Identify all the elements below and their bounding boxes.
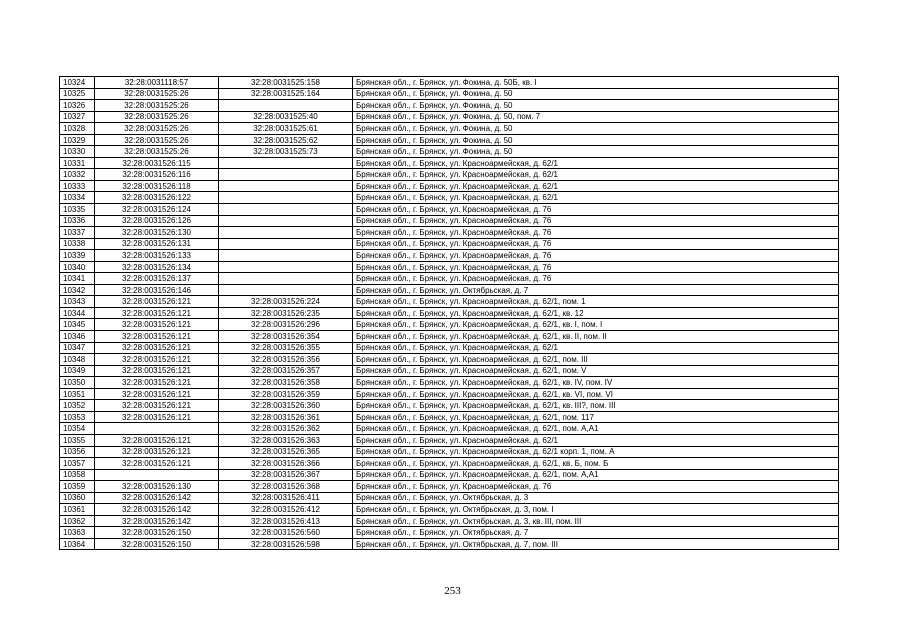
address-cell: Брянская обл., г. Брянск, ул. Фокина, д. 50 bbox=[353, 100, 839, 112]
address-cell: Брянская обл., г. Брянск, ул. Октябрьская, д. 7 bbox=[353, 284, 839, 296]
parcel-number-cell: 32:28:0031526:121 bbox=[95, 446, 219, 458]
table-row bbox=[60, 515, 839, 527]
row-number-cell: 10328 bbox=[60, 123, 95, 135]
parcel-number-cell bbox=[95, 423, 219, 435]
address-cell: Брянская обл., г. Брянск, ул. Красноармейская, д. 76 bbox=[353, 227, 839, 239]
object-number-cell: 32:28:0031526:360 bbox=[219, 400, 353, 412]
parcel-number-cell: 32:28:0031525:26 bbox=[95, 146, 219, 158]
row-number-cell: 10354 bbox=[60, 423, 95, 435]
address-cell: Брянская обл., г. Брянск, ул. Фокина, д. 50, пом. 7 bbox=[353, 111, 839, 123]
row-number-cell: 10355 bbox=[60, 434, 95, 446]
table-row bbox=[60, 527, 839, 539]
table-row bbox=[60, 504, 839, 516]
parcel-number-cell: 32:28:0031526:118 bbox=[95, 180, 219, 192]
address-cell: Брянская обл., г. Брянск, ул. Красноармейская, д. 62/1 bbox=[353, 342, 839, 354]
object-number-cell: 32:28:0031526:367 bbox=[219, 469, 353, 481]
object-number-cell bbox=[219, 157, 353, 169]
table-row bbox=[60, 319, 839, 331]
table-row bbox=[60, 342, 839, 354]
parcel-number-cell: 32:28:0031526:134 bbox=[95, 261, 219, 273]
object-number-cell: 32:28:0031526:354 bbox=[219, 331, 353, 343]
address-cell: Брянская обл., г. Брянск, ул. Красноармейская, д. 76 bbox=[353, 481, 839, 493]
address-cell: Брянская обл., г. Брянск, ул. Красноармейская, д. 76 bbox=[353, 215, 839, 227]
table-row bbox=[60, 481, 839, 493]
parcel-number-cell: 32:28:0031526:121 bbox=[95, 400, 219, 412]
address-cell: Брянская обл., г. Брянск, ул. Красноармейская, д. 62/1, пом. А,А1 bbox=[353, 469, 839, 481]
address-cell: Брянская обл., г. Брянск, ул. Октябрьская, д. 3, пом. I bbox=[353, 504, 839, 516]
table-row bbox=[60, 215, 839, 227]
address-cell: Брянская обл., г. Брянск, ул. Красноармейская, д. 76 bbox=[353, 250, 839, 262]
address-cell: Брянская обл., г. Брянск, ул. Красноармейская, д. 62/1, пом. 1 bbox=[353, 296, 839, 308]
row-number-cell: 10339 bbox=[60, 250, 95, 262]
address-cell: Брянская обл., г. Брянск, ул. Красноармейская, д. 62/1, кв. IV, пом. IV bbox=[353, 377, 839, 389]
address-cell: Брянская обл., г. Брянск, ул. Красноармейская, д. 62/1, пом. А,А1 bbox=[353, 423, 839, 435]
parcel-number-cell: 32:28:0031526:121 bbox=[95, 365, 219, 377]
parcel-number-cell: 32:28:0031525:26 bbox=[95, 88, 219, 100]
table-row bbox=[60, 365, 839, 377]
parcel-number-cell: 32:28:0031526:121 bbox=[95, 331, 219, 343]
row-number-cell: 10347 bbox=[60, 342, 95, 354]
table-row bbox=[60, 157, 839, 169]
parcel-number-cell: 32:28:0031526:131 bbox=[95, 238, 219, 250]
row-number-cell: 10364 bbox=[60, 538, 95, 550]
parcel-number-cell: 32:28:0031526:150 bbox=[95, 538, 219, 550]
row-number-cell: 10334 bbox=[60, 192, 95, 204]
table-row bbox=[60, 273, 839, 285]
row-number-cell: 10331 bbox=[60, 157, 95, 169]
object-number-cell bbox=[219, 238, 353, 250]
parcel-number-cell: 32:28:0031526:133 bbox=[95, 250, 219, 262]
row-number-cell: 10350 bbox=[60, 377, 95, 389]
parcel-number-cell: 32:28:0031526:130 bbox=[95, 227, 219, 239]
row-number-cell: 10333 bbox=[60, 180, 95, 192]
address-cell: Брянская обл., г. Брянск, ул. Фокина, д. 50 bbox=[353, 88, 839, 100]
parcel-number-cell: 32:28:0031526:121 bbox=[95, 342, 219, 354]
object-number-cell bbox=[219, 261, 353, 273]
object-number-cell: 32:28:0031526:357 bbox=[219, 365, 353, 377]
table-row bbox=[60, 296, 839, 308]
parcel-number-cell: 32:28:0031526:121 bbox=[95, 411, 219, 423]
parcel-number-cell: 32:28:0031526:142 bbox=[95, 515, 219, 527]
row-number-cell: 10341 bbox=[60, 273, 95, 285]
parcel-number-cell: 32:28:0031526:124 bbox=[95, 204, 219, 216]
object-number-cell: 32:28:0031526:355 bbox=[219, 342, 353, 354]
object-number-cell: 32:28:0031525:62 bbox=[219, 134, 353, 146]
parcel-number-cell: 32:28:0031526:121 bbox=[95, 296, 219, 308]
address-cell: Брянская обл., г. Брянск, ул. Фокина, д. 50 bbox=[353, 134, 839, 146]
table-row bbox=[60, 88, 839, 100]
object-number-cell bbox=[219, 192, 353, 204]
address-cell: Брянская обл., г. Брянск, ул. Красноармейская, д. 62/1 bbox=[353, 434, 839, 446]
parcel-number-cell: 32:28:0031526:122 bbox=[95, 192, 219, 204]
address-cell: Брянская обл., г. Брянск, ул. Октябрьская, д. 3 bbox=[353, 492, 839, 504]
parcel-number-cell: 32:28:0031526:150 bbox=[95, 527, 219, 539]
table-row bbox=[60, 169, 839, 181]
parcel-number-cell: 32:28:0031526:126 bbox=[95, 215, 219, 227]
table-row bbox=[60, 250, 839, 262]
object-number-cell bbox=[219, 215, 353, 227]
parcel-number-cell: 32:28:0031526:142 bbox=[95, 504, 219, 516]
object-number-cell: 32:28:0031526:368 bbox=[219, 481, 353, 493]
parcel-number-cell: 32:28:0031526:146 bbox=[95, 284, 219, 296]
row-number-cell: 10348 bbox=[60, 354, 95, 366]
row-number-cell: 10332 bbox=[60, 169, 95, 181]
object-number-cell: 32:28:0031525:164 bbox=[219, 88, 353, 100]
object-number-cell bbox=[219, 180, 353, 192]
row-number-cell: 10345 bbox=[60, 319, 95, 331]
address-cell: Брянская обл., г. Брянск, ул. Красноармейская, д. 62/1, пом. V bbox=[353, 365, 839, 377]
row-number-cell: 10344 bbox=[60, 307, 95, 319]
object-number-cell: 32:28:0031525:40 bbox=[219, 111, 353, 123]
row-number-cell: 10342 bbox=[60, 284, 95, 296]
parcel-number-cell: 32:28:0031526:116 bbox=[95, 169, 219, 181]
page-number: 253 bbox=[444, 585, 461, 597]
object-number-cell: 32:28:0031526:296 bbox=[219, 319, 353, 331]
row-number-cell: 10326 bbox=[60, 100, 95, 112]
object-number-cell bbox=[219, 204, 353, 216]
object-number-cell: 32:28:0031526:598 bbox=[219, 538, 353, 550]
row-number-cell: 10361 bbox=[60, 504, 95, 516]
row-number-cell: 10363 bbox=[60, 527, 95, 539]
table-row bbox=[60, 111, 839, 123]
address-cell: Брянская обл., г. Брянск, ул. Красноармейская, д. 62/1 bbox=[353, 157, 839, 169]
address-cell: Брянская обл., г. Брянск, ул. Красноармейская, д. 62/1 bbox=[353, 192, 839, 204]
table-row bbox=[60, 307, 839, 319]
table-row bbox=[60, 77, 839, 89]
table-row bbox=[60, 434, 839, 446]
parcel-number-cell: 32:28:0031526:142 bbox=[95, 492, 219, 504]
row-number-cell: 10330 bbox=[60, 146, 95, 158]
object-number-cell: 32:28:0031526:224 bbox=[219, 296, 353, 308]
parcel-number-cell: 32:28:0031525:26 bbox=[95, 134, 219, 146]
parcel-number-cell: 32:28:0031526:121 bbox=[95, 434, 219, 446]
address-cell: Брянская обл., г. Брянск, ул. Красноармейская, д. 62/1, кв. VI, пом. VI bbox=[353, 388, 839, 400]
address-cell: Брянская обл., г. Брянск, ул. Красноармейская, д. 62/1 bbox=[353, 169, 839, 181]
registry-table-body bbox=[60, 77, 839, 550]
table-row bbox=[60, 123, 839, 135]
row-number-cell: 10357 bbox=[60, 458, 95, 470]
address-cell: Брянская обл., г. Брянск, ул. Красноармейская, д. 62/1, кв. Б, пом. Б bbox=[353, 458, 839, 470]
table-row bbox=[60, 204, 839, 216]
address-cell: Брянская обл., г. Брянск, ул. Красноармейская, д. 62/1, кв. 12 bbox=[353, 307, 839, 319]
row-number-cell: 10346 bbox=[60, 331, 95, 343]
registry-table bbox=[59, 76, 839, 550]
address-cell: Брянская обл., г. Брянск, ул. Красноармейская, д. 76 bbox=[353, 273, 839, 285]
table-row bbox=[60, 146, 839, 158]
parcel-number-cell: 32:28:0031525:26 bbox=[95, 123, 219, 135]
object-number-cell: 32:28:0031526:363 bbox=[219, 434, 353, 446]
table-row bbox=[60, 377, 839, 389]
object-number-cell: 32:28:0031526:411 bbox=[219, 492, 353, 504]
table-row bbox=[60, 492, 839, 504]
address-cell: Брянская обл., г. Брянск, ул. Красноармейская, д. 62/1, пом. III bbox=[353, 354, 839, 366]
object-number-cell: 32:28:0031525:158 bbox=[219, 77, 353, 89]
table-row bbox=[60, 261, 839, 273]
table-row bbox=[60, 538, 839, 550]
table-row bbox=[60, 238, 839, 250]
row-number-cell: 10352 bbox=[60, 400, 95, 412]
object-number-cell bbox=[219, 100, 353, 112]
parcel-number-cell: 32:28:0031526:130 bbox=[95, 481, 219, 493]
object-number-cell: 32:28:0031526:235 bbox=[219, 307, 353, 319]
address-cell: Брянская обл., г. Брянск, ул. Фокина, д. 50 bbox=[353, 146, 839, 158]
parcel-number-cell: 32:28:0031525:26 bbox=[95, 100, 219, 112]
row-number-cell: 10336 bbox=[60, 215, 95, 227]
address-cell: Брянская обл., г. Брянск, ул. Красноармейская, д. 62/1, кв. II, пом. II bbox=[353, 331, 839, 343]
object-number-cell: 32:28:0031526:362 bbox=[219, 423, 353, 435]
row-number-cell: 10324 bbox=[60, 77, 95, 89]
row-number-cell: 10358 bbox=[60, 469, 95, 481]
row-number-cell: 10362 bbox=[60, 515, 95, 527]
parcel-number-cell: 32:28:0031526:137 bbox=[95, 273, 219, 285]
parcel-number-cell: 32:28:0031526:115 bbox=[95, 157, 219, 169]
table-row bbox=[60, 134, 839, 146]
row-number-cell: 10353 bbox=[60, 411, 95, 423]
object-number-cell: 32:28:0031526:560 bbox=[219, 527, 353, 539]
row-number-cell: 10360 bbox=[60, 492, 95, 504]
address-cell: Брянская обл., г. Брянск, ул. Фокина, д. 50Б, кв. I bbox=[353, 77, 839, 89]
address-cell: Брянская обл., г. Брянск, ул. Красноармейская, д. 76 bbox=[353, 204, 839, 216]
parcel-number-cell: 32:28:0031526:121 bbox=[95, 458, 219, 470]
object-number-cell: 32:28:0031526:413 bbox=[219, 515, 353, 527]
table-row bbox=[60, 458, 839, 470]
row-number-cell: 10337 bbox=[60, 227, 95, 239]
parcel-number-cell: 32:28:0031118:57 bbox=[95, 77, 219, 89]
row-number-cell: 10359 bbox=[60, 481, 95, 493]
table-row bbox=[60, 388, 839, 400]
table-row bbox=[60, 100, 839, 112]
address-cell: Брянская обл., г. Брянск, ул. Октябрьская, д. 3, кв. III, пом. III bbox=[353, 515, 839, 527]
address-cell: Брянская обл., г. Брянск, ул. Фокина, д. 50 bbox=[353, 123, 839, 135]
object-number-cell: 32:28:0031526:366 bbox=[219, 458, 353, 470]
object-number-cell: 32:28:0031526:359 bbox=[219, 388, 353, 400]
row-number-cell: 10338 bbox=[60, 238, 95, 250]
table-row bbox=[60, 411, 839, 423]
row-number-cell: 10325 bbox=[60, 88, 95, 100]
row-number-cell: 10329 bbox=[60, 134, 95, 146]
table-row bbox=[60, 192, 839, 204]
address-cell: Брянская обл., г. Брянск, ул. Красноармейская, д. 76 bbox=[353, 261, 839, 273]
address-cell: Брянская обл., г. Брянск, ул. Красноармейская, д. 62/1, кв. I, пом. I bbox=[353, 319, 839, 331]
object-number-cell bbox=[219, 273, 353, 285]
object-number-cell bbox=[219, 227, 353, 239]
object-number-cell: 32:28:0031526:356 bbox=[219, 354, 353, 366]
parcel-number-cell: 32:28:0031525:26 bbox=[95, 111, 219, 123]
row-number-cell: 10335 bbox=[60, 204, 95, 216]
row-number-cell: 10349 bbox=[60, 365, 95, 377]
table-row bbox=[60, 354, 839, 366]
parcel-number-cell bbox=[95, 469, 219, 481]
table-row bbox=[60, 180, 839, 192]
parcel-number-cell: 32:28:0031526:121 bbox=[95, 388, 219, 400]
table-row bbox=[60, 469, 839, 481]
row-number-cell: 10343 bbox=[60, 296, 95, 308]
row-number-cell: 10340 bbox=[60, 261, 95, 273]
address-cell: Брянская обл., г. Брянск, ул. Красноармейская, д. 62/1, кв. III?, пом. III bbox=[353, 400, 839, 412]
table-row bbox=[60, 331, 839, 343]
row-number-cell: 10356 bbox=[60, 446, 95, 458]
object-number-cell bbox=[219, 284, 353, 296]
parcel-number-cell: 32:28:0031526:121 bbox=[95, 354, 219, 366]
object-number-cell: 32:28:0031525:61 bbox=[219, 123, 353, 135]
address-cell: Брянская обл., г. Брянск, ул. Октябрьская, д. 7 bbox=[353, 527, 839, 539]
object-number-cell: 32:28:0031526:361 bbox=[219, 411, 353, 423]
object-number-cell: 32:28:0031525:73 bbox=[219, 146, 353, 158]
table-row bbox=[60, 446, 839, 458]
object-number-cell: 32:28:0031526:365 bbox=[219, 446, 353, 458]
table-row bbox=[60, 227, 839, 239]
parcel-number-cell: 32:28:0031526:121 bbox=[95, 377, 219, 389]
row-number-cell: 10327 bbox=[60, 111, 95, 123]
address-cell: Брянская обл., г. Брянск, ул. Красноармейская, д. 76 bbox=[353, 238, 839, 250]
object-number-cell: 32:28:0031526:412 bbox=[219, 504, 353, 516]
parcel-number-cell: 32:28:0031526:121 bbox=[95, 319, 219, 331]
table-row bbox=[60, 284, 839, 296]
table-row bbox=[60, 400, 839, 412]
row-number-cell: 10351 bbox=[60, 388, 95, 400]
address-cell: Брянская обл., г. Брянск, ул. Красноармейская, д. 62/1 корп. 1, пом. А bbox=[353, 446, 839, 458]
address-cell: Брянская обл., г. Брянск, ул. Красноармейская, д. 62/1, пом. 117 bbox=[353, 411, 839, 423]
object-number-cell bbox=[219, 250, 353, 262]
object-number-cell: 32:28:0031526:358 bbox=[219, 377, 353, 389]
table-row bbox=[60, 423, 839, 435]
parcel-number-cell: 32:28:0031526:121 bbox=[95, 307, 219, 319]
address-cell: Брянская обл., г. Брянск, ул. Красноармейская, д. 62/1 bbox=[353, 180, 839, 192]
object-number-cell bbox=[219, 169, 353, 181]
address-cell: Брянская обл., г. Брянск, ул. Октябрьская, д. 7, пом. III bbox=[353, 538, 839, 550]
